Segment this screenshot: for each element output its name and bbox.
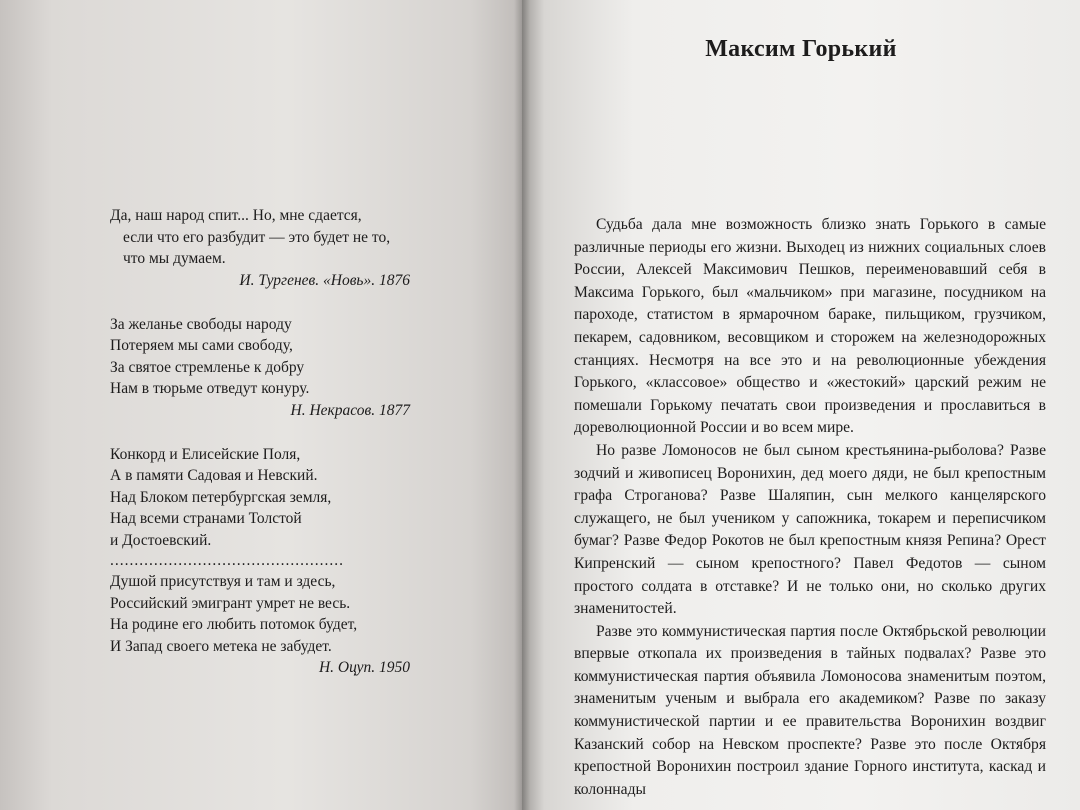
epigraph-attribution: И. Тургенев. «Новь». 1876	[239, 271, 410, 289]
epigraph-line: если что его разбудит — это будет не то,	[123, 228, 391, 246]
epigraph-line: Нам в тюрьме отведут конуру.	[110, 380, 310, 397]
epigraph-otsup	[110, 444, 410, 680]
epigraphs	[110, 205, 410, 701]
chapter-title: Максим Горький	[705, 36, 897, 62]
epigraph-line: За святое стремленье к добру	[110, 358, 305, 376]
epigraph-attribution: Н. Оцуп. 1950	[318, 659, 410, 676]
body-paragraph: Судьба дала мне возможность близко знать Горького в самые различные периоды его жизни. Выходец из нижних социальных слоев России, Алексей Максимович Пешков, переименовавший себя в Максима Горького, был «мальчиком» при магазине, посудником на пароходе, статистом в ярмарочном бараке, пильщиком, грузчиком, пекарем, садовником, весовщиком и сторожем на железнодорожных станциях. Несмотря на все это и на революционные убеждения Горького, «классовое» общество и «жестокий» царский режим не помешали Горькому печатать свои произведения и прославиться в дореволюционной России и во всем мире.	[574, 216, 1046, 437]
epigraph-line: Конкорд и Елисейские Поля,	[110, 445, 301, 463]
epigraph-line: За желанье свободы народу	[110, 315, 292, 333]
book-gutter	[514, 0, 530, 810]
left-page	[0, 0, 522, 810]
epigraph-line: А в памяти Садовая и Невский.	[110, 467, 318, 484]
epigraph-line: И Запад своего метека не забудет.	[110, 637, 332, 655]
ellipsis-separator: ................................................	[110, 552, 344, 569]
epigraph-nekrasov	[110, 314, 410, 422]
epigraph-attribution: Н. Некрасов. 1877	[290, 401, 410, 419]
epigraph-line: и Достоевский.	[110, 531, 212, 549]
epigraph-line: На родине его любить потомок будет,	[110, 616, 358, 633]
epigraph-line: Над Блоком петербургская земля,	[110, 488, 332, 506]
epigraph-line: что мы думаем.	[123, 250, 226, 267]
epigraph-line: Да, наш народ спит... Но, мне сдается,	[110, 207, 362, 224]
chapter-body	[574, 214, 1046, 801]
body-paragraph: Но разве Ломоносов не был сыном крестьянина-рыболова? Разве зодчий и живописец Воронихин, дед моего дяди, не был крепостным графа Строганова? Разве Шаляпин, сын мелкого канцелярского служащего, не был учеником у сапожника, токарем и переписчиком бумаг? Разве Федор Рокотов не был крепостным князя Репина? Орест Кипренский — сыном крепостного? Павел Федотов — сыном простого солдата в отставке? И не только они, но сколько других знаменитостей.	[574, 441, 1046, 618]
epigraph-turgenev	[110, 205, 410, 292]
epigraph-line: Душой присутствуя и там и здесь,	[110, 573, 336, 590]
epigraph-line: Российский эмигрант умрет не весь.	[110, 594, 351, 612]
body-paragraph: Разве это коммунистическая партия после Октябрьской революции впервые откопала их произведения в тайных подвалах? Разве это коммунистическая партия объявила Ломоносова знаменитым поэтом, знаменитым ученым и выбрала его академиком? Разве по заказу коммунистической партии и ее правительства Воронихин воздвиг Казанский собор на Невском проспекте? Разве это после Октября крепостной Воронихин построил здание Горного института, каскад и колоннады	[574, 622, 1046, 798]
epigraph-line: Над всеми странами Толстой	[110, 510, 302, 527]
epigraph-line: Потеряем мы сами свободу,	[110, 337, 293, 354]
